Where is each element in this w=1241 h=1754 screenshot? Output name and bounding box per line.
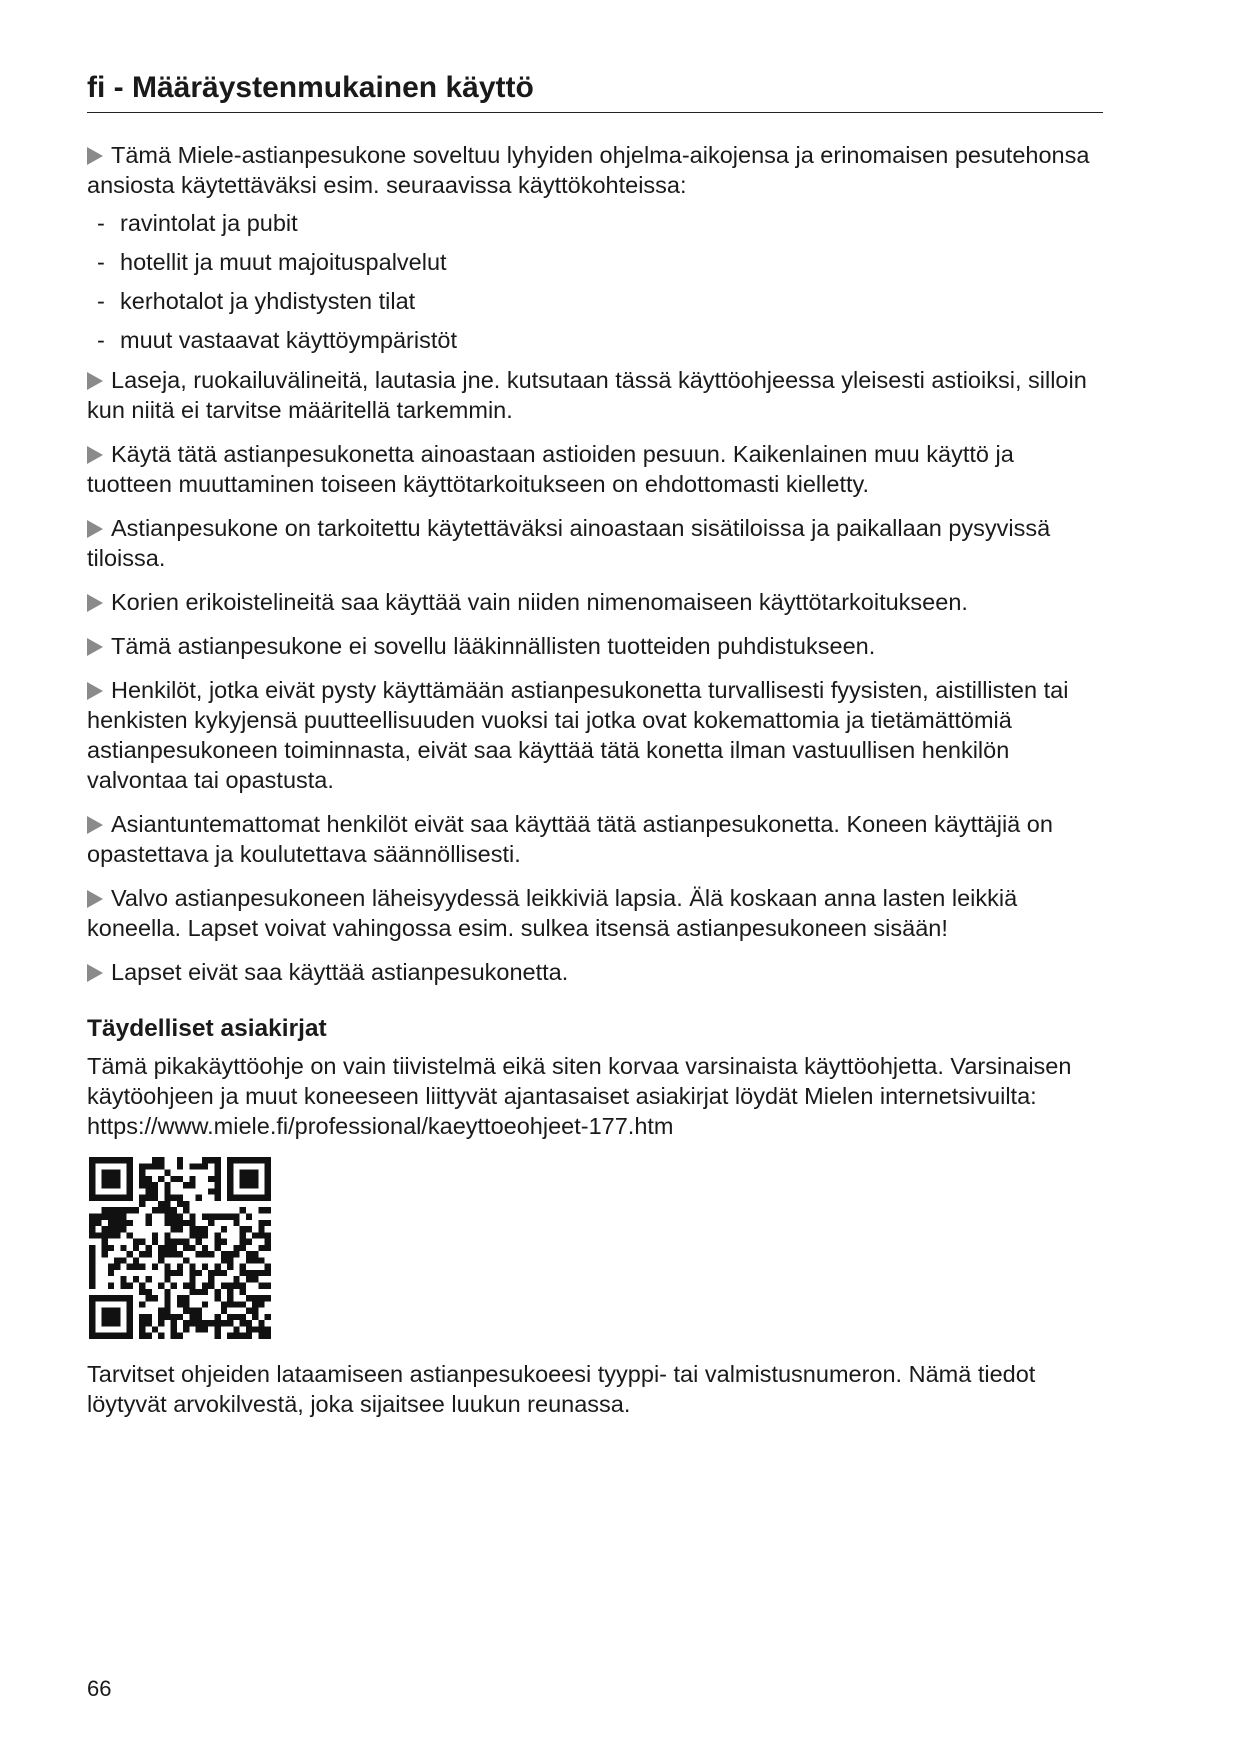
documents-text: Tämä pikakäyttöohje on vain tiivistelmä eikä siten korvaa varsinaista käyttöohjetta. Varsinaisen käytöohjeen ja muut koneeseen liittyvät ajantasaiset asiakirjat löydät Mielen internetsivuilta: [87,1053,1072,1109]
bullet-arrow-icon [87,964,103,982]
paragraph [87,957,1103,987]
bullet-arrow-icon [87,890,103,908]
page-title: fi - Määräystenmukainen käyttö [87,71,534,104]
title-divider [87,112,1103,113]
paragraph [87,439,1103,499]
list-item: - muut vastaavat käyttöympäristöt [87,325,1103,355]
page-number: 66 [87,1676,112,1701]
list-item: - ravintolat ja pubit [87,208,1103,238]
paragraph-text: Lapset eivät saa käyttää astianpesukonetta. [111,959,569,985]
paragraph-text: Laseja, ruokailuvälineitä, lautasia jne. kutsutaan tässä käyttöohjeessa yleisesti astioiksi, silloin kun niitä ei tarvitse määritellä tarkemmin. [87,367,1087,423]
bullet-arrow-icon [87,638,103,656]
bullet-arrow-icon [87,147,103,165]
list-item: - kerhotalot ja yhdistysten tilat [87,286,1103,316]
bullet-arrow-icon [87,594,103,612]
paragraph-text: Tämä astianpesukone ei sovellu lääkinnällisten tuotteiden puhdistukseen. [111,633,876,659]
content [87,140,1103,1433]
paragraph-text: Astianpesukone on tarkoitettu käytettäväksi ainoastaan sisätiloissa ja paikallaan pysyvissä tiloissa. [87,515,1051,571]
documents-heading: Täydelliset asiakirjat [87,1015,327,1042]
paragraph-text: Valvo astianpesukoneen läheisyydessä leikkiviä lapsia. Älä koskaan anna lasten leikkiä koneella. Lapset voivat vahingossa esim. sulkea itsensä astianpesukoneen sisään! [87,885,1018,941]
usage-list [87,208,1103,355]
paragraph-text: Käytä tätä astianpesukonetta ainoastaan astioiden pesuun. Kaikenlainen muu käyttö ja tuotteen muuttaminen toiseen käyttötarkoitukseen on ehdottomasti kielletty. [87,441,1014,497]
qr-code-icon[interactable] [89,1157,271,1339]
paragraph-text: Asiantuntemattomat henkilöt eivät saa käyttää tätä astianpesukonetta. Koneen käyttäjiä on opastettava ja koulutettava säännöllisesti. [87,811,1053,867]
intro-text: Tämä Miele-astianpesukone soveltuu lyhyiden ohjelma-aikojensa ja erinomaisen pesutehonsa ansiosta käytettäväksi esim. seuraavissa käyttökohteissa: [87,142,1090,198]
list-item: - hotellit ja muut majoituspalvelut [87,247,1103,277]
bullet-arrow-icon [87,816,103,834]
paragraph [87,365,1103,425]
paragraph [87,587,1103,617]
documents-note: Tarvitset ohjeiden lataamiseen astianpesukoeesi tyyppi- tai valmistusnumeron. Nämä tiedot löytyvät arvokilvestä, joka sijaitsee luukun reunassa. [87,1361,1036,1417]
bullet-arrow-icon [87,682,103,700]
bullet-arrow-icon [87,446,103,464]
paragraph [87,675,1103,795]
bullet-arrow-icon [87,372,103,390]
paragraph [87,513,1103,573]
documents-url-link[interactable]: https://www.miele.fi/professional/kaeyttoeohjeet-177.htm [87,1113,674,1139]
paragraph [87,631,1103,661]
bullet-arrow-icon [87,520,103,538]
paragraph [87,883,1103,943]
paragraph-text: Korien erikoistelineitä saa käyttää vain niiden nimenomaiseen käyttötarkoitukseen. [111,589,968,615]
intro-paragraph [87,140,1103,200]
paragraph [87,809,1103,869]
paragraph-text: Henkilöt, jotka eivät pysty käyttämään astianpesukonetta turvallisesti fyysisten, aistillisten tai henkisten kykyjensä puutteellisuuden vuoksi tai jotka ovat kokemattomia ja tietämättömiä astianpesukoneen toiminnasta, eivät saa käyttää tätä konetta ilman vastuullisen henkilön valvontaa tai opastusta. [87,677,1069,793]
